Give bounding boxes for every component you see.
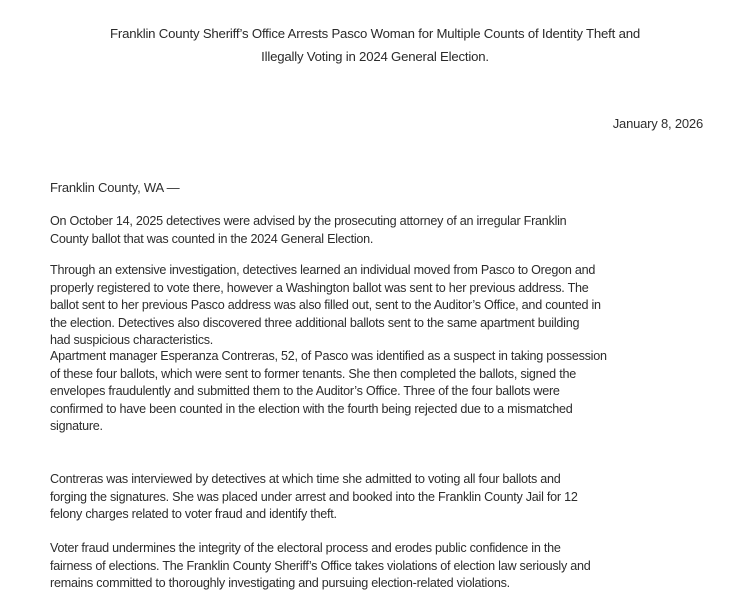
paragraph-line: felony charges related to voter fraud and identify theft. bbox=[50, 507, 337, 521]
paragraph-line: Voter fraud undermines the integrity of the electoral process and erodes public confidence in the bbox=[50, 541, 561, 555]
release-date: January 8, 2026 bbox=[612, 116, 703, 131]
paragraph-line: fairness of elections. The Franklin County Sheriff’s Office takes violations of election law seriously and bbox=[50, 558, 591, 573]
paragraph-line: Through an extensive investigation, detectives learned an individual moved from Pasco to Oregon and bbox=[50, 263, 596, 277]
paragraph-suspect bbox=[50, 348, 710, 436]
paragraph-arrest bbox=[50, 471, 710, 524]
paragraph-line: Apartment manager Esperanza Contreras, 52, of Pasco was identified as a suspect in taking possession bbox=[50, 349, 607, 363]
paragraph-line: forging the signatures. She was placed under arrest and booked into the Franklin County Jail for 12 bbox=[50, 489, 578, 504]
title-line-1: Franklin County Sheriff’s Office Arrests Pasco Woman for Multiple Counts of Identity Theft and bbox=[110, 26, 640, 41]
paragraph-line: Contreras was interviewed by detectives at which time she admitted to voting all four ballots and bbox=[50, 472, 561, 486]
paragraph-line: remains committed to thoroughly investigating and pursuing election-related violations. bbox=[50, 576, 510, 590]
paragraph-line: envelopes fraudulently and submitted them to the Auditor’s Office. Three of the four ballots were bbox=[50, 384, 560, 398]
paragraph-line: On October 14, 2025 detectives were advised by the prosecuting attorney of an irregular Franklin bbox=[50, 214, 567, 228]
paragraph-investigation-findings bbox=[50, 262, 710, 350]
press-release-title bbox=[40, 22, 710, 68]
paragraph-line: County ballot that was counted in the 2024 General Election. bbox=[50, 231, 374, 246]
paragraph-line: ballot sent to her previous Pasco address was also filled out, sent to the Auditor’s Office, and counted in bbox=[50, 298, 601, 312]
paragraph-line: signature. bbox=[50, 419, 103, 433]
paragraph-investigation-start bbox=[50, 213, 710, 248]
paragraph-line: had suspicious characteristics. bbox=[50, 333, 214, 347]
paragraph-statement bbox=[50, 540, 710, 593]
dateline: Franklin County, WA — bbox=[50, 180, 180, 195]
paragraph-line: the election. Detectives also discovered three additional ballots sent to the same apartment building bbox=[50, 315, 580, 330]
paragraph-line: of these four ballots, which were sent to former tenants. She then completed the ballots, signed the bbox=[50, 366, 576, 381]
paragraph-line: properly registered to vote there, however a Washington ballot was sent to her previous address. The bbox=[50, 280, 589, 295]
title-line-2: Illegally Voting in 2024 General Election. bbox=[261, 49, 489, 64]
paragraph-line: confirmed to have been counted in the election with the fourth being rejected due to a mismatched bbox=[50, 401, 573, 416]
